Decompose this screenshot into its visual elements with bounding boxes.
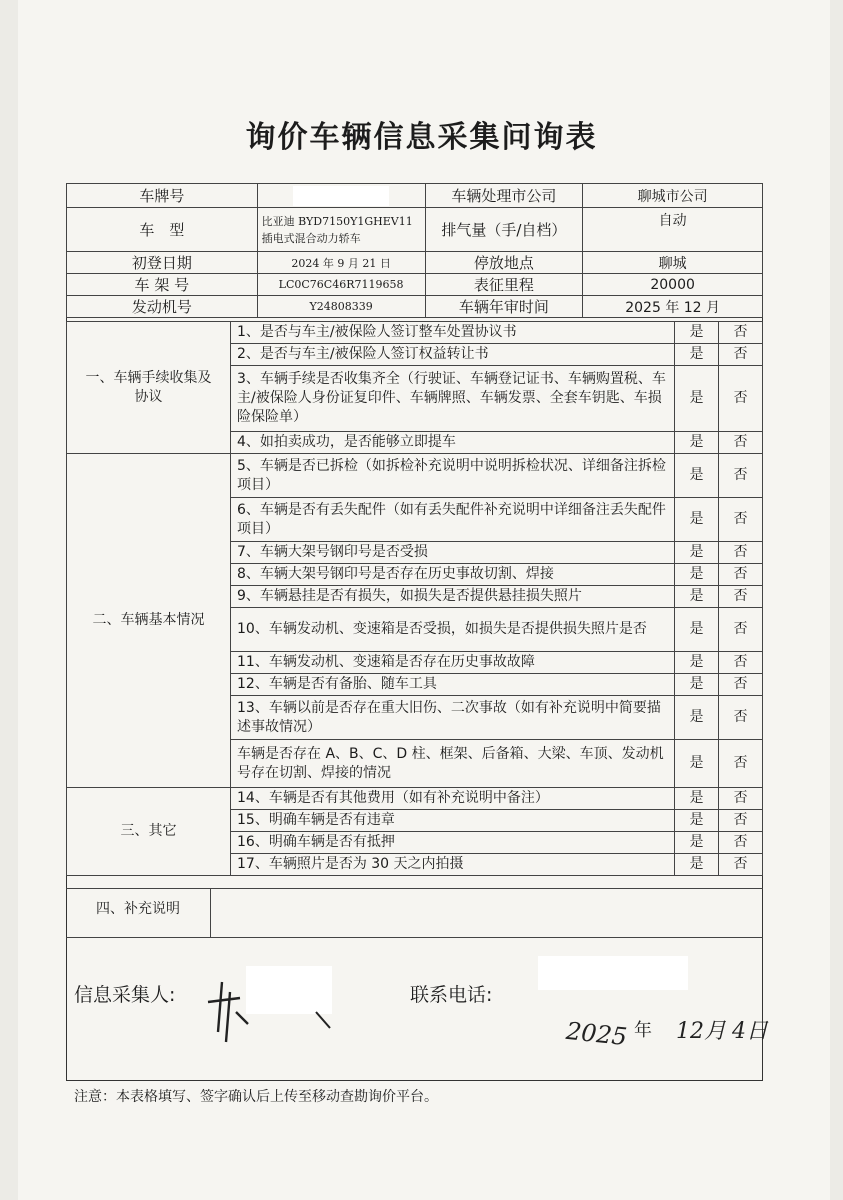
question-5: 5、车辆是否已拆检（如拆检补充说明中说明拆检状况、详细备注拆检项目） (231, 454, 675, 498)
yes-cell-7: 是 (675, 542, 719, 564)
vehicle-info-table (66, 183, 763, 318)
yes-cell-2: 是 (675, 344, 719, 366)
engine-value: Y24808339 (257, 296, 425, 318)
question-12: 12、车辆是否有备胎、随车工具 (231, 674, 675, 696)
question-14: 14、车辆是否有其他费用（如有补充说明中备注） (231, 788, 675, 810)
section-3-title: 三、其它 (67, 788, 231, 876)
section-2-title: 二、车辆基本情况 (67, 454, 231, 788)
sign-year-label: 年 (634, 1020, 652, 1041)
no-cell-5: 否 (719, 454, 763, 498)
question-9: 9、车辆悬挂是否有损失，如损失是否提供悬挂损失照片 (231, 586, 675, 608)
no-cell-4: 否 (719, 432, 763, 454)
question-15: 15、明确车辆是否有违章 (231, 810, 675, 832)
model-label: 车 型 (67, 208, 258, 252)
phone-label: 联系电话: (410, 984, 493, 1006)
sign-day: 4日 (732, 1019, 768, 1044)
yes-cell-17: 是 (675, 854, 719, 876)
no-cell-12: 否 (719, 674, 763, 696)
displacement-value: 自动 (583, 208, 763, 252)
yes-cell-12: 是 (675, 674, 719, 696)
model-value: 比亚迪 BYD7150Y1GHEV11 插电式混合动力轿车 (257, 208, 425, 252)
sign-month: 12月 (676, 1019, 726, 1044)
company-value: 聊城市公司 (583, 184, 763, 208)
question-4: 4、如拍卖成功，是否能够立即提车 (231, 432, 675, 454)
yes-cell-11: 是 (675, 652, 719, 674)
question-2: 2、是否与车主/被保险人签订权益转让书 (231, 344, 675, 366)
question-8: 8、车辆大架号钢印号是否存在历史事故切割、焊接 (231, 564, 675, 586)
no-cell-3: 否 (719, 366, 763, 432)
yes-cell-structure: 是 (675, 740, 719, 788)
question-structure: 车辆是否存在 A、B、C、D 柱、框架、后备箱、大梁、车顶、发动机号存在切割、焊接的情况 (231, 740, 675, 788)
section-1-title: 一、车辆手续收集及协议 (67, 322, 231, 454)
supplement-label: 四、补充说明 (66, 888, 211, 938)
yes-cell-3: 是 (675, 366, 719, 432)
question-11: 11、车辆发动机、变速箱是否存在历史事故故障 (231, 652, 675, 674)
redacted-plate (293, 186, 389, 206)
plate-value (257, 184, 425, 208)
questionnaire-table (66, 321, 763, 876)
question-13: 13、车辆以前是否存在重大旧伤、二次事故（如有补充说明中简要描述事故情况） (231, 696, 675, 740)
no-cell-8: 否 (719, 564, 763, 586)
question-10: 10、车辆发动机、变速箱是否受损，如损失是否提供损失照片是否 (231, 608, 675, 652)
inspection-label: 车辆年审时间 (425, 296, 583, 318)
inspection-value: 2025 年 12 月 (583, 296, 763, 318)
mileage-value: 20000 (583, 274, 763, 296)
location-label: 停放地点 (425, 252, 583, 274)
plate-label: 车牌号 (67, 184, 258, 208)
question-16: 16、明确车辆是否有抵押 (231, 832, 675, 854)
no-cell-6: 否 (719, 498, 763, 542)
signature-icon (200, 962, 340, 1046)
no-cell-10: 否 (719, 608, 763, 652)
collector-label: 信息采集人: (74, 984, 176, 1006)
no-cell-17: 否 (719, 854, 763, 876)
no-cell-9: 否 (719, 586, 763, 608)
yes-cell-16: 是 (675, 832, 719, 854)
question-17: 17、车辆照片是否为 30 天之内拍摄 (231, 854, 675, 876)
footer-note: 注意：本表格填写、签字确认后上传至移动查勘询价平台。 (74, 1089, 438, 1105)
no-cell-11: 否 (719, 652, 763, 674)
question-1: 1、是否与车主/被保险人签订整车处置协议书 (231, 322, 675, 344)
mileage-label: 表征里程 (425, 274, 583, 296)
form-title: 询价车辆信息采集问询表 (245, 120, 598, 155)
company-label: 车辆处理市公司 (425, 184, 583, 208)
redacted-phone (538, 956, 688, 990)
vin-label: 车 架 号 (67, 274, 258, 296)
no-cell-2: 否 (719, 344, 763, 366)
yes-cell-6: 是 (675, 498, 719, 542)
yes-cell-1: 是 (675, 322, 719, 344)
no-cell-15: 否 (719, 810, 763, 832)
reg-date-label: 初登日期 (67, 252, 258, 274)
no-cell-1: 否 (719, 322, 763, 344)
yes-cell-15: 是 (675, 810, 719, 832)
no-cell-structure: 否 (719, 740, 763, 788)
no-cell-7: 否 (719, 542, 763, 564)
yes-cell-10: 是 (675, 608, 719, 652)
sign-year: 2025 (564, 1016, 629, 1052)
reg-date-value: 2024 年 9 月 21 日 (257, 252, 425, 274)
question-6: 6、车辆是否有丢失配件（如有丢失配件补充说明中详细备注丢失配件项目） (231, 498, 675, 542)
yes-cell-9: 是 (675, 586, 719, 608)
engine-label: 发动机号 (67, 296, 258, 318)
no-cell-16: 否 (719, 832, 763, 854)
yes-cell-8: 是 (675, 564, 719, 586)
yes-cell-13: 是 (675, 696, 719, 740)
question-7: 7、车辆大架号钢印号是否受损 (231, 542, 675, 564)
displacement-label: 排气量（手/自档） (425, 208, 583, 252)
yes-cell-5: 是 (675, 454, 719, 498)
location-value: 聊城 (583, 252, 763, 274)
question-3: 3、车辆手续是否收集齐全（行驶证、车辆登记证书、车辆购置税、车主/被保险人身份证复印件、车辆牌照、车辆发票、全套车钥匙、车损险保险单） (231, 366, 675, 432)
yes-cell-14: 是 (675, 788, 719, 810)
yes-cell-4: 是 (675, 432, 719, 454)
no-cell-14: 否 (719, 788, 763, 810)
no-cell-13: 否 (719, 696, 763, 740)
vin-value: LC0C76C46R7119658 (257, 274, 425, 296)
